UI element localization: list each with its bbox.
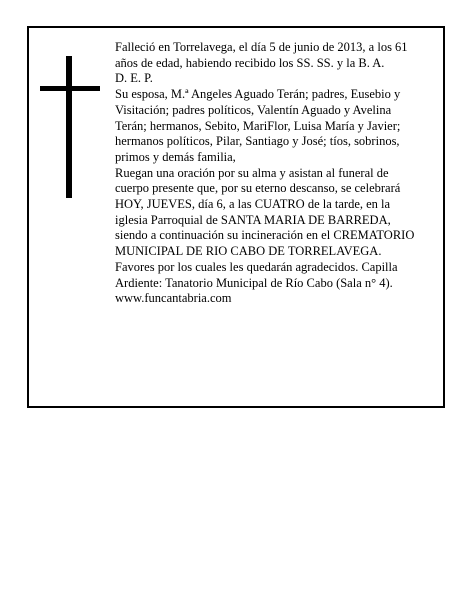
latin-cross-icon — [40, 56, 100, 198]
family-paragraph: Su esposa, M.ª Angeles Aguado Terán; padres, Eusebio y Visitación; padres políticos, Valentín Aguado y Avelina Terán; hermanos, Sebito, MariFlor, Luisa María y Javier; hermanos políticos, Pilar, Santiago y José; tíos, sobrinos, primos y demás familia, — [115, 87, 401, 164]
cross-horizontal-bar — [40, 86, 100, 91]
death-notice-paragraph: Falleció en Torrelavega, el día 5 de junio de 2013, a los 61 años de edad, habiendo recibido los SS. SS. y la B. A. — [115, 40, 408, 70]
funeral-request-paragraph: Ruegan una oración por su alma y asistan al funeral de cuerpo presente que, por su eterno descanso, se celebrará HOY, JUEVES, día 6, a las CUATRO de la tarde, en la iglesia Parroquial de SANTA MARIA DE BARREDA, siendo a continuación su incineración en el CREMATORIO MUNICIPAL DE RIO CABO DE TORRELAVEGA. Favores por los cuales les quedarán agradecidos. Capilla Ardiente: Tanatorio Municipal de Río Cabo (Sala n° 4). — [115, 165, 415, 290]
obituary-notice — [27, 26, 445, 408]
website-line: www.funcantabria.com — [115, 291, 232, 306]
obituary-text — [115, 40, 423, 307]
cross-vertical-bar — [66, 56, 72, 198]
rip-line: D. E. P. — [115, 71, 153, 86]
